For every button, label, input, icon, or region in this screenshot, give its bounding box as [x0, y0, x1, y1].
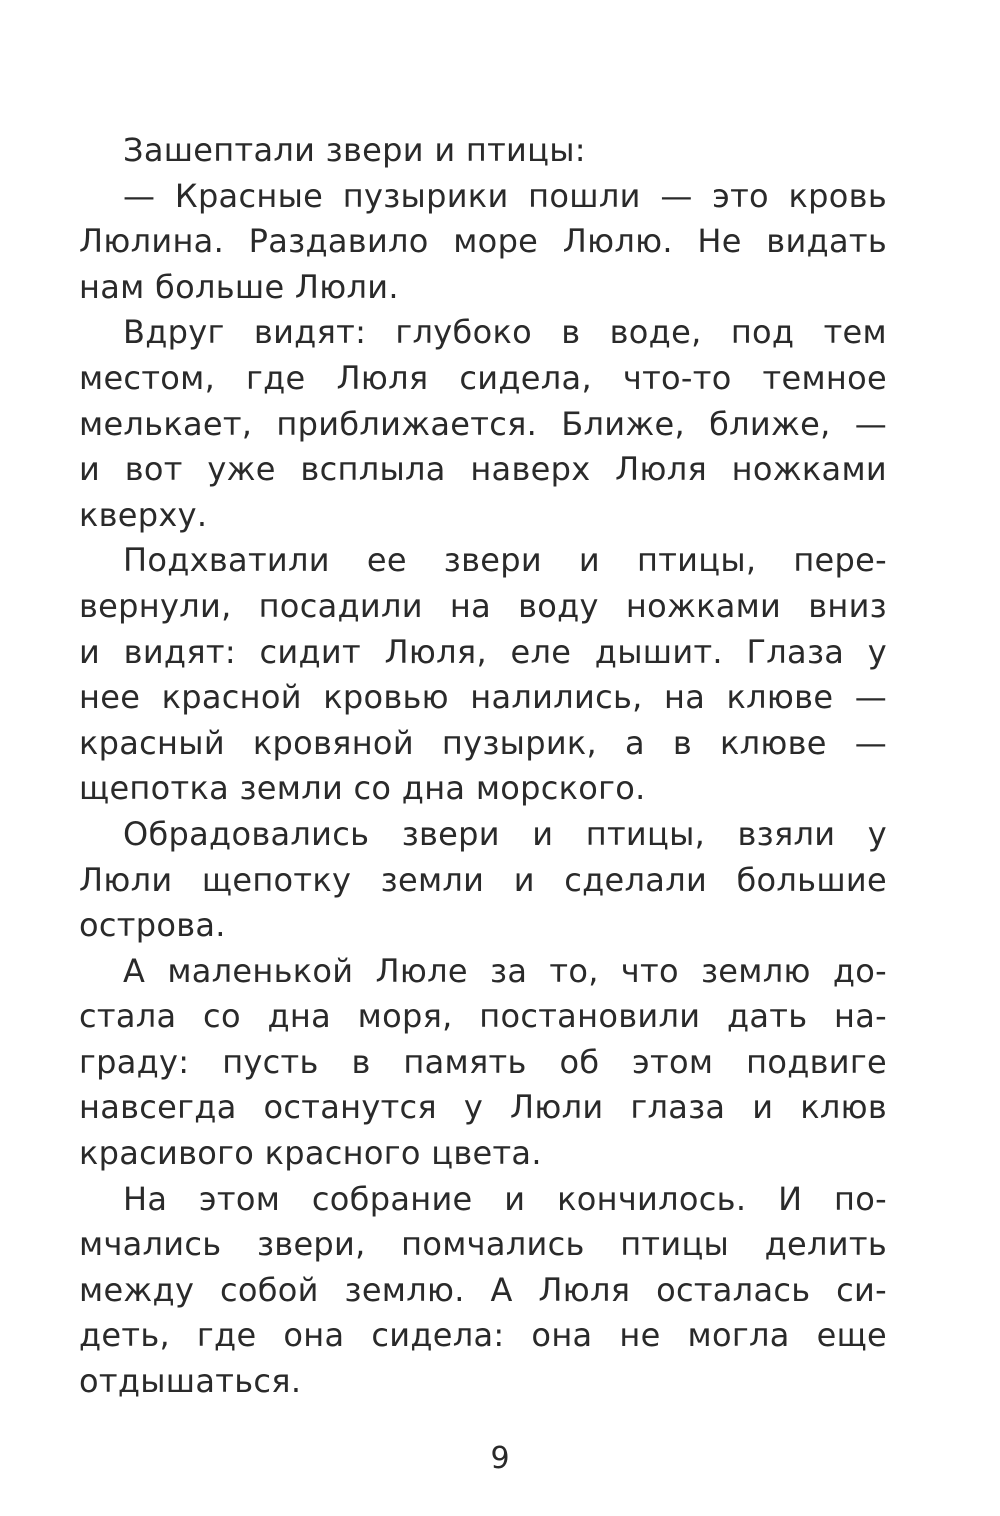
paragraph	[79, 310, 887, 538]
text-line: между собой землю. А Люля осталась си-	[79, 1270, 887, 1309]
text-line: красивого красного цвета.	[79, 1134, 542, 1173]
text-line: навсегда останутся у Люли глаза и клюв	[79, 1088, 887, 1127]
text-line: вернули, посадили на воду ножками вниз	[79, 586, 887, 625]
text-line: красный кровяной пузырик, а в клюве —	[79, 723, 887, 762]
paragraph	[79, 949, 887, 1177]
paragraph	[79, 128, 887, 174]
text-line: Люли щепотку земли и сделали большие	[79, 860, 887, 899]
text-line: А маленькой Люле за то, что землю до-	[123, 951, 887, 990]
text-line: — Красные пузырики пошли — это кровь	[123, 176, 887, 215]
paragraph	[79, 812, 887, 949]
text-line: нее красной кровью налились, на клюве —	[79, 678, 887, 717]
text-line: граду: пусть в память об этом подвиге	[79, 1042, 887, 1081]
text-line: стала со дна моря, постановили дать на-	[79, 997, 887, 1036]
text-line: щепотка земли со дна морского.	[79, 769, 646, 808]
text-line: мелькает, приближается. Ближе, ближе, —	[79, 404, 887, 443]
text-line: деть, где она сидела: она не могла еще	[79, 1316, 887, 1355]
text-line: и вот уже всплыла наверх Люля ножками	[79, 450, 887, 489]
text-line: кверху.	[79, 495, 208, 534]
text-line: Вдруг видят: глубоко в воде, под тем	[123, 313, 887, 352]
text-line: Люлина. Раздавило море Люлю. Не видать	[79, 222, 887, 261]
text-line: Зашептали звери и птицы:	[123, 131, 586, 169]
paragraph	[79, 538, 887, 812]
text-line: отдышаться.	[79, 1362, 302, 1401]
text-line: мчались звери, помчались птицы делить	[79, 1225, 887, 1264]
paragraph	[79, 1177, 887, 1405]
text-line: Подхватили ее звери и птицы, пере-	[123, 541, 887, 580]
text-line: острова.	[79, 906, 226, 945]
text-line: На этом собрание и кончилось. И по-	[123, 1179, 887, 1218]
text-line: местом, где Люля сидела, что-то темное	[79, 358, 887, 397]
text-line: Обрадовались звери и птицы, взяли у	[123, 814, 887, 853]
page-body	[79, 128, 887, 1405]
text-line: и видят: сидит Люля, еле дышит. Глаза у	[79, 632, 887, 671]
paragraph	[79, 174, 887, 311]
text-line: нам больше Люли.	[79, 267, 399, 306]
page-number: 9	[490, 1441, 510, 1476]
